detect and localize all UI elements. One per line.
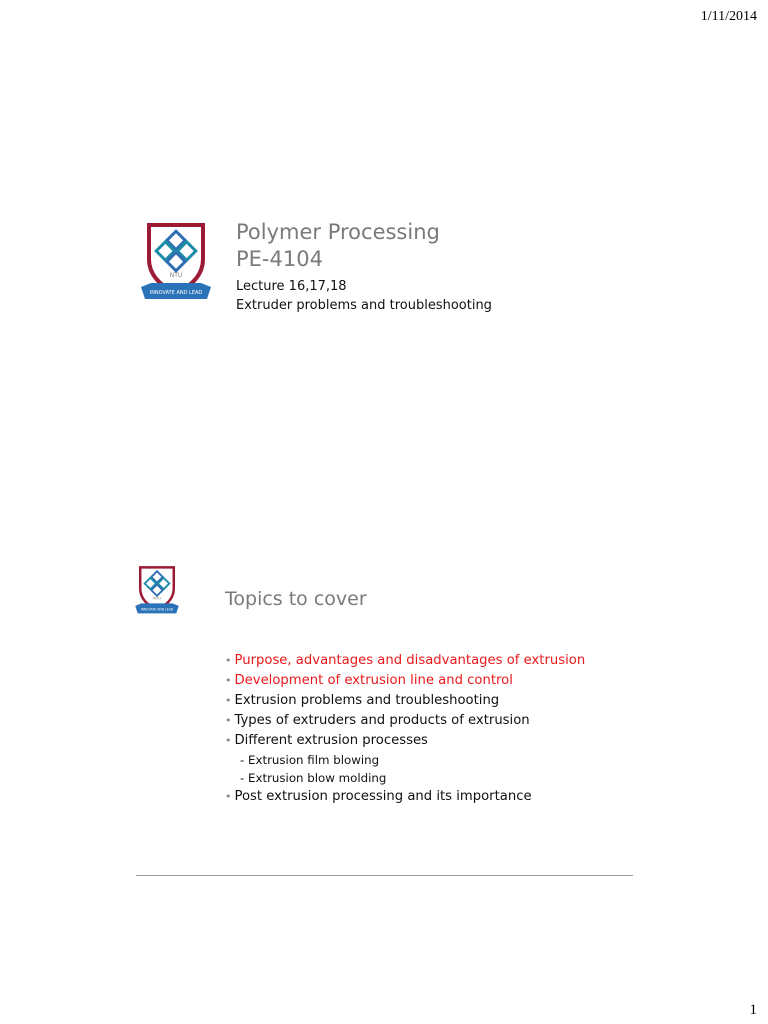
slide-divider [136,875,633,876]
topic-item: • Purpose, advantages and disadvantages of extrusion [225,653,586,668]
topics-list [225,651,585,807]
svg-text:NTU: NTU [169,272,183,279]
subtopic-item: - Extrusion film blowing [240,753,380,767]
bullet-icon: • [225,674,232,687]
ntu-logo [139,221,213,305]
lecture-subtitle: Extruder problems and troubleshooting [236,298,492,313]
svg-text:NTU: NTU [153,596,161,601]
topic-item: • Types of extruders and products of extrusion [225,713,530,728]
subtopic-item: - Extrusion blow molding [240,771,387,785]
topic-item: • Different extrusion processes [225,733,428,748]
page-number: 1 [749,1002,757,1018]
bullet-icon: • [225,790,232,803]
bullet-icon: • [225,714,232,727]
slide2-title: Topics to cover [225,588,367,610]
svg-text:INNOVATE AND LEAD: INNOVATE AND LEAD [149,290,203,296]
svg-text:INNOVATE AND LEAD: INNOVATE AND LEAD [140,607,174,612]
page-date: 1/11/2014 [700,9,757,24]
ntu-crest-icon [134,564,180,618]
lecture-numbers: Lecture 16,17,18 [236,279,347,294]
ntu-logo-small [134,564,180,618]
bullet-icon: • [225,694,232,707]
topic-item: • Development of extrusion line and control [225,673,513,688]
course-code: PE-4104 [236,247,323,271]
slide1-title: Polymer Processing [236,220,440,244]
ntu-crest-icon [139,221,213,305]
topic-item: • Extrusion problems and troubleshooting [225,693,500,708]
bullet-icon: • [225,734,232,747]
bullet-icon: • [225,654,232,667]
slide1-title-block [236,219,492,315]
topic-item: • Post extrusion processing and its importance [225,789,532,804]
